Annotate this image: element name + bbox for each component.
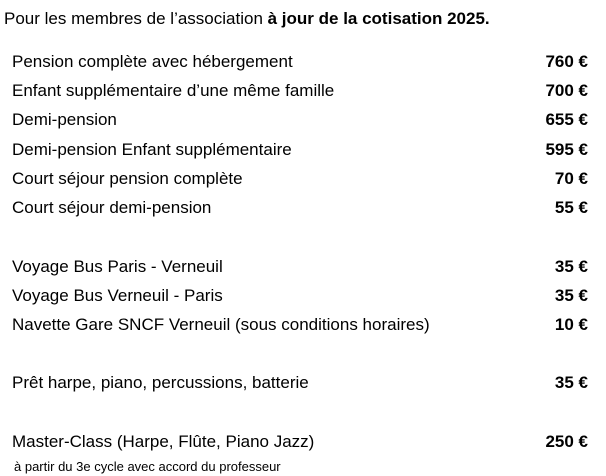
intro-heading [4, 9, 490, 29]
price-label: Court séjour pension complète [12, 169, 243, 188]
price-label: Master-Class (Harpe, Flûte, Piano Jazz) [12, 432, 315, 451]
price-value: 35 € [554, 286, 588, 305]
intro-text: Pour les membres de l’association [4, 9, 268, 28]
price-row-demi-pension [12, 108, 588, 132]
price-value: 55 € [554, 198, 588, 217]
price-row-pret-instruments [12, 371, 588, 395]
price-label: Voyage Bus Verneuil - Paris [12, 286, 223, 305]
price-value: 595 € [545, 140, 588, 159]
price-value: 10 € [554, 315, 588, 334]
price-row-bus-paris-verneuil [12, 255, 588, 279]
price-row-enfant-supplementaire [12, 79, 588, 103]
price-row-demi-pension-enfant [12, 138, 588, 162]
intro-text-bold: à jour de la cotisation 2025. [267, 9, 490, 28]
price-value: 700 € [545, 81, 588, 100]
price-row-navette-gare [12, 313, 588, 337]
price-row-bus-verneuil-paris [12, 284, 588, 308]
price-row-master-class [12, 430, 588, 454]
price-value: 250 € [545, 432, 588, 451]
price-label: Pension complète avec hébergement [12, 52, 293, 71]
price-value: 655 € [545, 110, 588, 129]
price-value: 760 € [545, 52, 588, 71]
price-label: Demi-pension Enfant supplémentaire [12, 140, 292, 159]
price-value: 35 € [554, 257, 588, 276]
price-row-pension-complete [12, 50, 588, 74]
price-label: Prêt harpe, piano, percussions, batterie [12, 373, 309, 392]
price-label: Enfant supplémentaire d’une même famille [12, 81, 335, 100]
price-value: 70 € [554, 169, 588, 188]
price-label: Court séjour demi-pension [12, 198, 212, 217]
price-row-court-sejour-complete [12, 167, 588, 191]
price-label: Demi-pension [12, 110, 117, 129]
price-label: Voyage Bus Paris - Verneuil [12, 257, 223, 276]
price-label: Navette Gare SNCF Verneuil (sous conditions horaires) [12, 315, 430, 334]
price-row-court-sejour-demi [12, 196, 588, 220]
master-class-note: à partir du 3e cycle avec accord du professeur [14, 459, 281, 474]
price-value: 35 € [554, 373, 588, 392]
